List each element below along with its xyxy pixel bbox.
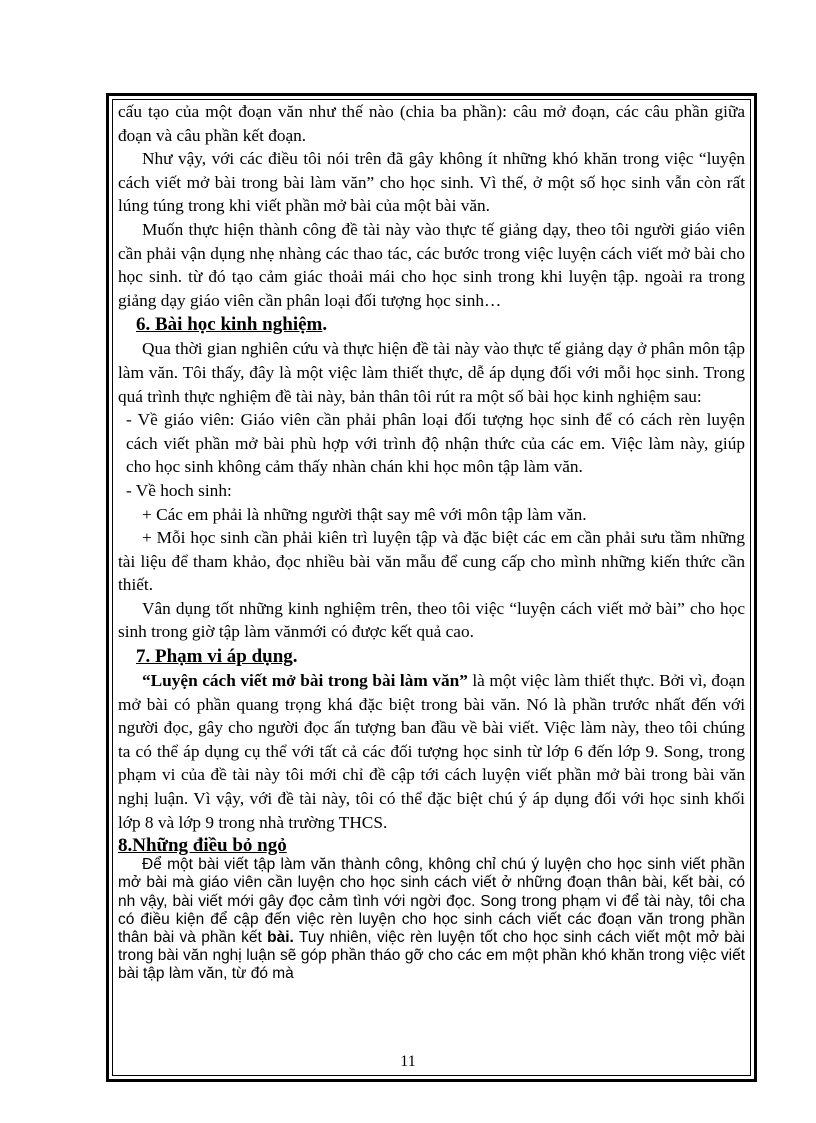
section-7-heading xyxy=(136,645,745,669)
section-6-heading xyxy=(136,313,745,337)
section-7-title: 7. Phạm vi áp dụng xyxy=(136,646,293,668)
student-label: - Về hoch sinh: xyxy=(126,480,232,500)
page-number: 11 xyxy=(400,1053,416,1070)
list-item: + Các em phải là những người thật say mê với môn tập làm văn. xyxy=(142,504,587,524)
paragraph-body: Để một bài viết tập làm văn thành công, không chỉ chú ý luyện cho học sinh viết phần mở bài mà giáo viên cần luyện cho học sinh cách viết ở những đoạn thân bài, kết bài, có nh vậy, bài viết mới gây đọc cảm tình với ngời đọc. Song trong phạm vi để tài này, tôi cha có điều kiện để cập đến việc rèn luyện cho học sinh cách viết các đoạn văn trong phần thân bài và phần kết xyxy=(118,856,745,947)
paragraph xyxy=(118,856,745,983)
paragraph: Như vậy, với các điều tôi nói trên đã gây không ít những khó khăn trong việc “luyện cách viết mở bài trong bài làm văn” cho học sinh. Vì thế, ở một số học sinh vẫn còn rất lúng túng trong khi viết phần mở bài của một bài văn. xyxy=(118,149,745,216)
bold-lead: “Luyện cách viết mở bài trong bài làm văn” xyxy=(142,671,468,691)
paragraph-body-end: Tuy nhiên, việc rèn luyện tốt cho học sinh cách viết một mở bài trong bài văn nghị luận sẽ góp phần tháo gỡ cho các em một phần khó khăn trong việc viết bài tập làm văn, từ đó mà xyxy=(118,929,745,983)
paragraph-body: là một việc làm thiết thực. Bởi vì, đoạn mở bài có phần quang trọng khá đặc biệt trong bài văn. Nó là phần trước nhất đến với người đọc, gây cho người đọc ấn tượng ban đầu về bài viết. Việc làm này, theo tôi chúng ta có thể áp dụng cụ thể với tất cả các đối tượng học sinh từ lớp 6 đến lớp 9. Song, trong phạm vi của đề tài này tôi mới chỉ đề cập tới cách luyện viết phần mở bài trong bài văn nghị luận. Vì vậy, với đề tài này, tôi có thể đặc biệt chú ý áp dụng đối với học sinh khối lớp 8 và lớp 9 trong nhà trường THCS. xyxy=(118,671,745,832)
bold-word: bài. xyxy=(267,929,294,947)
document-body xyxy=(118,100,745,984)
paragraph xyxy=(118,669,745,834)
section-6-title: 6. Bài học kinh nghiệm xyxy=(136,314,323,336)
paragraph: Qua thời gian nghiên cứu và thực hiện đề tài này vào thực tế giảng dạy ở phân môn tập làm văn. Tôi thấy, đây là một việc làm thiết thực, dễ áp dụng đối với mỗi học sinh. Trong quá trình thực nghiệm đề tài này, bản thân tôi rút ra một số bài học kinh nghiệm sau: xyxy=(118,339,745,406)
paragraph: Vân dụng tốt những kinh nghiệm trên, theo tôi việc “luyện cách viết mở bài” cho học sinh trong giờ tập làm vănmới có được kết quả cao. xyxy=(118,598,745,642)
section-7-title-suffix: . xyxy=(292,646,298,668)
section-8-heading: 8.Những điều bỏ ngỏ xyxy=(118,835,287,857)
paragraph: cấu tạo của một đoạn văn như thế nào (chia ba phần): câu mở đoạn, các câu phần giữa đoạn và câu phần kết đoạn. xyxy=(118,102,745,145)
paragraph: Muốn thực hiện thành công đề tài này vào thực tế giảng dạy, theo tôi người giáo viên cần phải vận dụng nhẹ nhàng các thao tác, các bước trong việc luyện cách viết mở bài cho học sinh. từ đó tạo cảm giác thoải mái cho học sinh trong khi luyện tập. ngoài ra trong giảng dạy giáo viên cần phân loại đối tượng học sinh… xyxy=(118,219,745,310)
teacher-note: - Về giáo viên: Giáo viên cần phải phân loại đối tượng học sinh để có cách rèn luyện cách viết phần mở bài phù hợp với trình độ nhận thức của các em. Việc làm này, giúp cho học sinh không cảm thấy nhàn chán khi học môn tập làm văn. xyxy=(126,410,745,477)
list-item: + Mỗi học sinh cần phải kiên trì luyện tập và đặc biệt các em cần phải sưu tầm những tài liệu để tham khảo, đọc nhiều bài văn mẫu để cung cấp cho mình những kiến thức cần thiết. xyxy=(118,528,745,595)
section-6-title-suffix: . xyxy=(322,314,328,336)
